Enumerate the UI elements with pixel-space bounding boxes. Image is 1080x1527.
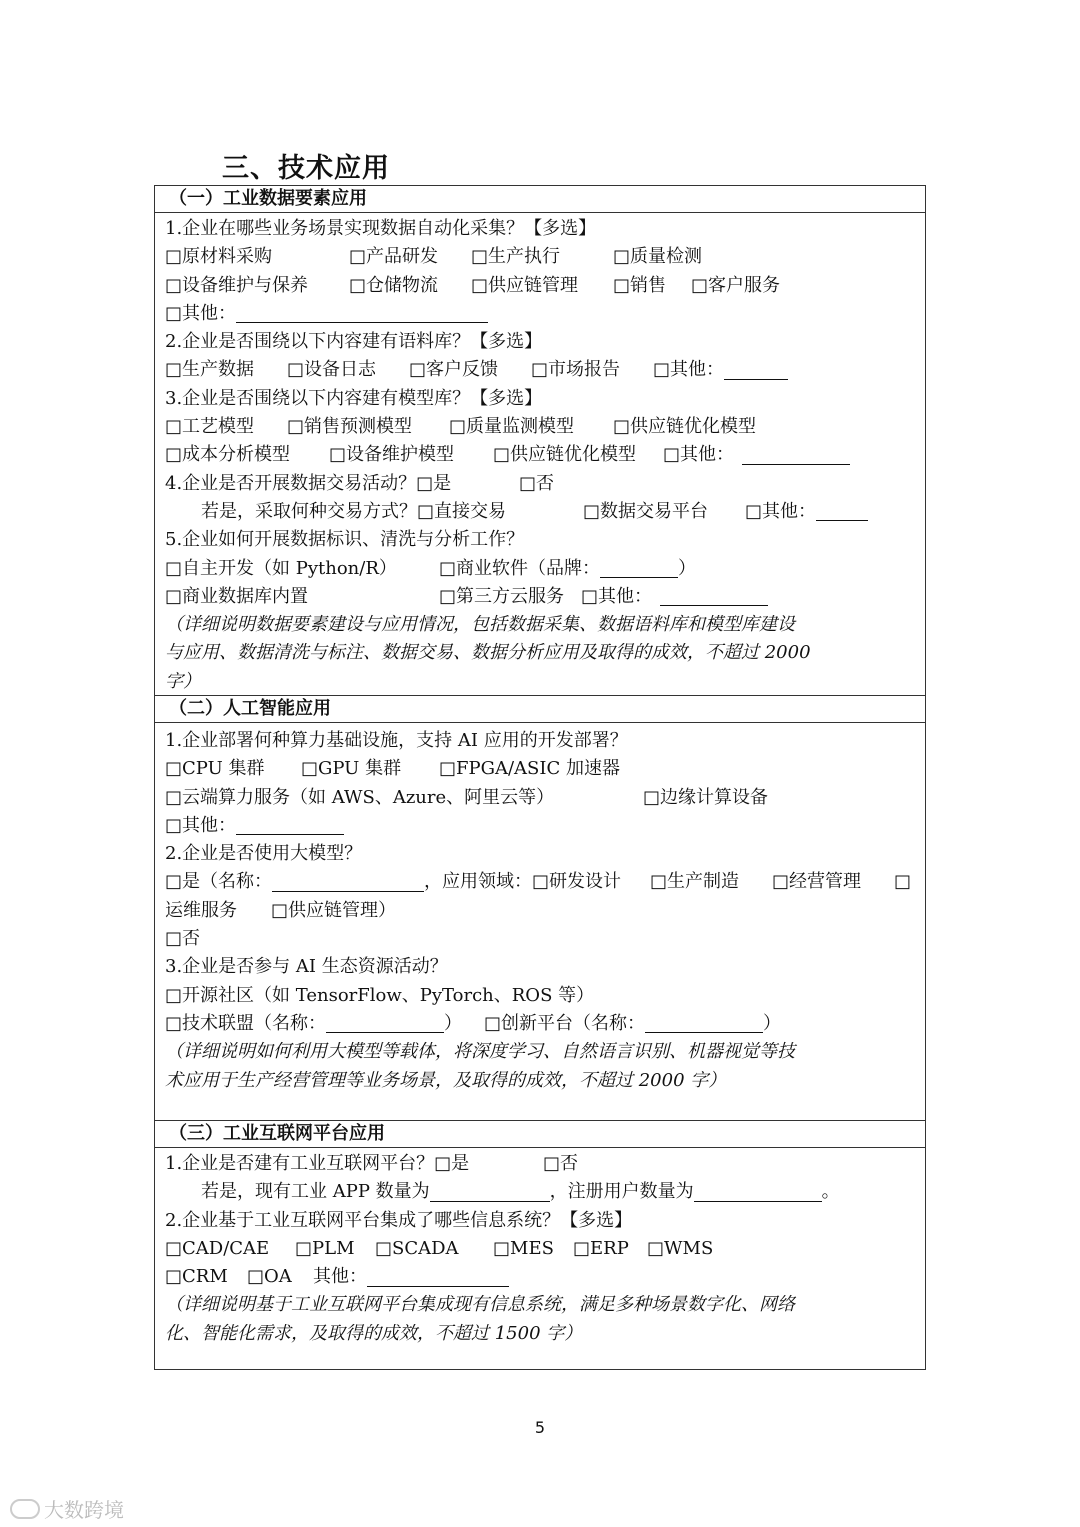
watermark-logo-icon (10, 1499, 40, 1519)
question-text: 1.企业是否建有工业互联网平台？□是 (165, 1153, 470, 1174)
option-row (165, 982, 925, 1010)
question-text: 2.企业是否使用大模型？ (165, 843, 363, 865)
checkbox-option[interactable]: □商业软件（品牌： (439, 557, 601, 579)
question-line (165, 727, 925, 755)
checkbox-option[interactable]: □否 (519, 472, 555, 494)
checkbox-option[interactable]: □其他： (745, 500, 817, 522)
checkbox-option[interactable]: □其他： (653, 359, 725, 381)
checkbox-option[interactable]: □销售 (613, 274, 667, 296)
option-row (165, 1178, 925, 1206)
checkbox-option[interactable]: □开源社区（如 TensorFlow、PyTorch、ROS 等） (165, 984, 595, 1006)
option-row (165, 555, 925, 583)
option-row (165, 441, 925, 469)
checkbox-option[interactable]: □质量监测模型 (449, 416, 575, 438)
checkbox-option[interactable]: □客户反馈 (409, 359, 499, 381)
text-blank[interactable] (326, 1014, 444, 1033)
checkbox-option[interactable]: □设备维护与保养 (165, 274, 309, 296)
checkbox-option[interactable]: □技术联盟（名称： (165, 1012, 327, 1034)
checkbox-option[interactable]: □经营管理 (772, 871, 862, 893)
checkbox-option[interactable]: □数据交易平台 (583, 500, 709, 522)
checkbox-option[interactable]: □销售预测模型 (287, 416, 413, 438)
option-row (165, 413, 925, 441)
section-header-ai: （二）人工智能应用 (155, 695, 925, 723)
text-blank[interactable] (367, 1268, 509, 1287)
note-line: 字） (165, 670, 201, 692)
checkbox-option[interactable]: □MES (493, 1237, 554, 1259)
checkbox-option: 运维服务 (165, 899, 237, 921)
checkbox-option[interactable]: □GPU 集群 (301, 758, 402, 780)
application-form (154, 185, 926, 1370)
checkbox-option[interactable]: □否 (543, 1153, 579, 1174)
option-row (165, 897, 925, 925)
text-blank[interactable] (742, 446, 850, 465)
checkbox-option[interactable]: □其他： (165, 814, 237, 836)
checkbox-option[interactable]: □第三方云服务 (439, 585, 565, 607)
question-line (165, 1207, 925, 1235)
option-row (165, 300, 925, 328)
checkbox-option[interactable]: □否 (165, 928, 201, 950)
question-line (165, 953, 925, 981)
note-line: 与应用、数据清洗与标注、数据交易、数据分析应用及取得的成效，不超过 2000 (165, 642, 811, 664)
checkbox-option[interactable]: 若是，采取何种交易方式？□直接交易 (201, 500, 507, 522)
option-row (165, 925, 925, 953)
checkbox-option[interactable]: □生产制造 (650, 871, 740, 893)
checkbox-option[interactable]: □仓储物流 (349, 274, 439, 296)
checkbox-option[interactable]: □PLM (295, 1237, 355, 1259)
section-header-data-elements: （一）工业数据要素应用 (155, 186, 925, 213)
paren-close: ） (678, 557, 697, 579)
period: 。 (821, 1181, 840, 1203)
page-number: 5 (534, 1418, 546, 1437)
question-text: 若是，现有工业 APP 数量为 (201, 1181, 430, 1203)
option-row (165, 868, 925, 896)
text-blank[interactable] (660, 587, 768, 606)
watermark-text: 大数跨境 (44, 1498, 124, 1522)
option-row (165, 812, 925, 840)
checkbox-option[interactable]: □云端算力服务（如 AWS、Azure、阿里云等） (165, 786, 555, 808)
checkbox-option[interactable]: □供应链优化模型 (493, 444, 637, 466)
checkbox-option[interactable]: □供应链优化模型 (613, 416, 757, 438)
checkbox-option[interactable]: □WMS (647, 1237, 714, 1259)
section-body-ai (155, 727, 925, 1095)
checkbox-option[interactable]: □供应链管理） (271, 899, 397, 921)
note-line: 化、智能化需求，及取得的成效，不超过 1500 字） (165, 1322, 583, 1344)
question-line (165, 1150, 925, 1178)
text-blank[interactable] (724, 361, 788, 380)
checkbox-option[interactable]: □生产执行 (471, 246, 561, 268)
note-line: （详细说明如何利用大模型等载体，将深度学习、自然语言识别、机器视觉等技 (165, 1041, 795, 1063)
checkbox-option[interactable]: □成本分析模型 (165, 444, 291, 466)
checkbox-option[interactable]: □其他： (165, 302, 237, 324)
text-blank[interactable] (236, 304, 488, 323)
checkbox-option[interactable]: □其他： (581, 585, 653, 607)
text-blank[interactable] (600, 559, 678, 578)
checkbox-option[interactable]: □ERP (573, 1237, 629, 1259)
checkbox-option[interactable]: □商业数据库内置 (165, 585, 309, 607)
checkbox-option[interactable]: □SCADA (375, 1237, 459, 1259)
question-text: 1.企业部署何种算力基础设施，支持 AI 应用的开发部署？ (165, 730, 628, 751)
question-line (165, 385, 925, 413)
question-line (165, 840, 925, 868)
checkbox-option[interactable]: □FPGA/ASIC 加速器 (439, 758, 620, 780)
question-text: 2.企业是否围绕以下内容建有语料库？【多选】 (165, 331, 543, 353)
page-title: 三、技术应用 (222, 153, 390, 184)
note-line: （详细说明数据要素建设与应用情况，包括数据采集、数据语料库和模型库建设 (165, 614, 795, 636)
option-row (165, 1235, 925, 1263)
option-row (165, 755, 925, 783)
checkbox-option[interactable]: □客户服务 (691, 274, 781, 296)
note-line: 术应用于生产经营管理等业务场景，及取得的成效，不超过 2000 字） (165, 1069, 727, 1091)
checkbox-option[interactable]: □生产数据 (165, 359, 255, 381)
question-line (165, 526, 925, 554)
question-line (165, 470, 925, 498)
question-text: 1.企业在哪些业务场景实现数据自动化采集？【多选】 (165, 218, 597, 239)
option-row (165, 1010, 925, 1038)
note-line: （详细说明基于工业互联网平台集成现有信息系统，满足多种场景数字化、网络 (165, 1294, 795, 1316)
question-line (165, 215, 925, 243)
question-text: 3.企业是否参与 AI 生态资源活动？ (165, 956, 448, 978)
checkbox-option[interactable]: □ (894, 871, 912, 893)
text-blank[interactable] (645, 1014, 763, 1033)
option-row (165, 498, 925, 526)
checkbox-option[interactable]: □CAD/CAE (165, 1237, 270, 1259)
checkbox-option[interactable]: □其他： (663, 444, 735, 466)
checkbox-option[interactable]: □质量检测 (613, 246, 703, 268)
checkbox-option[interactable]: □边缘计算设备 (643, 786, 769, 808)
text-blank[interactable] (430, 1183, 550, 1202)
option-row (165, 243, 925, 271)
checkbox-option[interactable]: □工艺模型 (165, 416, 255, 438)
checkbox-option[interactable]: □产品研发 (349, 246, 439, 268)
question-text: 4.企业是否开展数据交易活动？□是 (165, 472, 452, 494)
checkbox-option[interactable]: □是（名称： (165, 871, 273, 893)
question-text: 2.企业基于工业互联网平台集成了哪些信息系统？【多选】 (165, 1209, 633, 1231)
checkbox-option[interactable]: □市场报告 (531, 359, 621, 381)
section-header-industrial-internet: （三）工业互联网平台应用 (155, 1120, 925, 1148)
question-text: 其他： (313, 1266, 367, 1288)
option-row (165, 356, 925, 384)
checkbox-option[interactable]: □CRM (165, 1266, 228, 1288)
checkbox-option[interactable]: ，应用领域：□研发设计 (424, 871, 622, 893)
checkbox-option[interactable]: □OA (247, 1266, 292, 1288)
checkbox-option[interactable]: □原材料采购 (165, 246, 273, 268)
checkbox-option[interactable]: □设备日志 (287, 359, 377, 381)
checkbox-option[interactable]: □供应链管理 (471, 274, 579, 296)
text-blank[interactable] (236, 816, 344, 835)
watermark (10, 1494, 124, 1523)
option-row (165, 1263, 925, 1291)
question-text: ，注册用户数量为 (549, 1181, 694, 1203)
text-blank[interactable] (694, 1183, 822, 1202)
option-row (165, 784, 925, 812)
question-text: 3.企业是否围绕以下内容建有模型库？【多选】 (165, 387, 543, 409)
checkbox-option[interactable]: □设备维护模型 (329, 444, 455, 466)
option-row (165, 583, 925, 611)
text-blank[interactable] (272, 873, 424, 892)
paren-close: ） (763, 1012, 782, 1034)
question-line (165, 328, 925, 356)
question-text: 5.企业如何开展数据标识、清洗与分析工作？ (165, 529, 525, 551)
option-row (165, 272, 925, 300)
section-body-industrial-internet (155, 1150, 925, 1348)
section-body-data-elements (155, 215, 925, 696)
paren-close: ） (444, 1012, 463, 1034)
checkbox-option[interactable]: □创新平台（名称： (484, 1012, 646, 1034)
checkbox-option[interactable]: □CPU 集群 (165, 758, 265, 780)
text-blank[interactable] (816, 502, 868, 521)
checkbox-option[interactable]: □自主开发（如 Python/R） (165, 557, 397, 579)
